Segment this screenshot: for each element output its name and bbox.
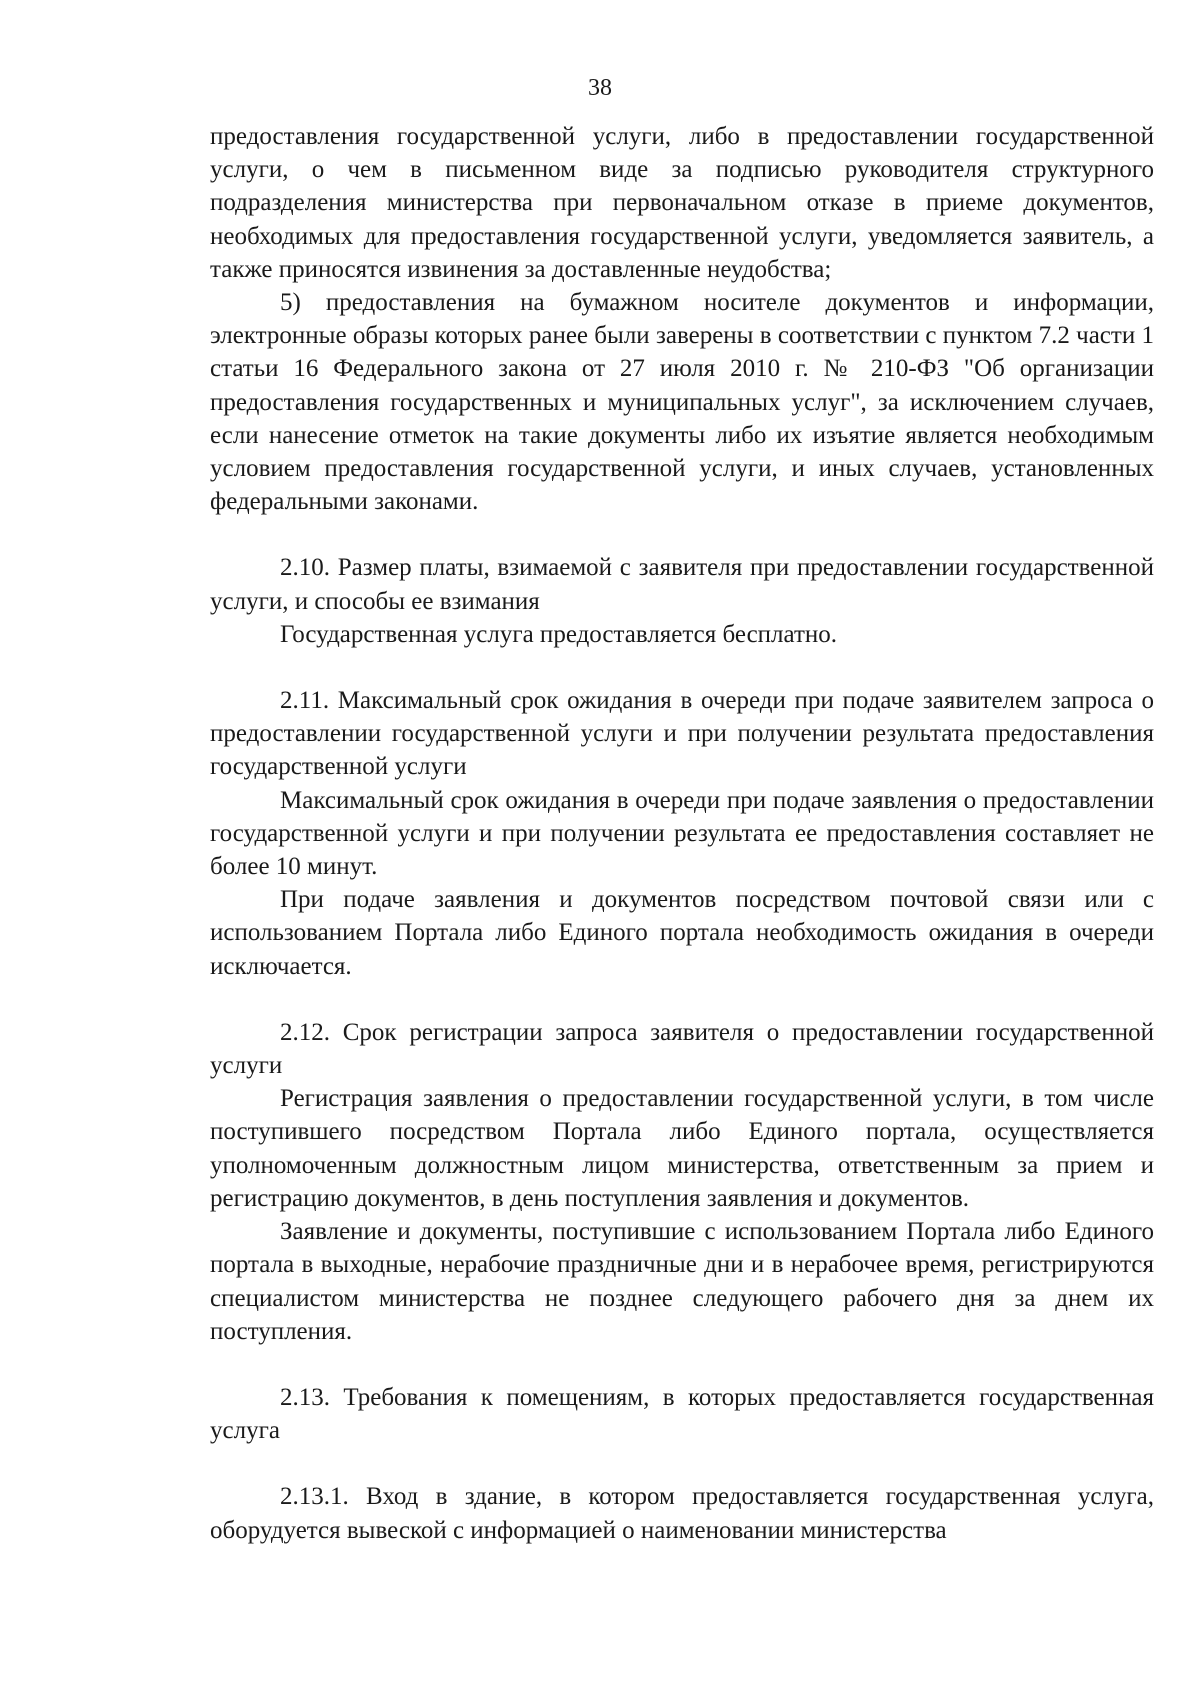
section-heading-2-12: 2.12. Срок регистрации запроса заявителя о предоставлении государственной услуги — [210, 1018, 1154, 1080]
section-2-11-text-2: При подаче заявления и документов посредством почтовой связи или с использованием Портала либо Единого портала необходимость ожидания в очереди исключается. — [210, 886, 1154, 980]
section-heading-2-10: 2.10. Размер платы, взимаемой с заявителя при предоставлении государственной услуги, и способы ее взимания — [210, 554, 1154, 615]
section-heading-2-13-1: 2.13.1. Вход в здание, в котором предоставляется государственная услуга, оборудуется вывеской с информацией о наименовании министерства — [210, 1483, 1154, 1544]
paragraph-continuation: предоставления государственной услуги, либо в предоставлении государственной услуги, о чем в письменном виде за подписью руководителя структурного подразделения министерства при первоначальном отказе в приеме документов, необходимых для предоставления государственной услуги, уведомляется заявитель, а также приносятся извинения за доставленные неудобства; — [210, 123, 1154, 283]
section-2-11-text-1: Максимальный срок ожидания в очереди при подаче заявления о предоставлении государственной услуги и при получении результата ее предоставления составляет не более 10 минут. — [210, 786, 1154, 881]
section-heading-2-11: 2.11. Максимальный срок ожидания в очереди при подаче заявителем запроса о предоставлении государственной услуги и при получении результата предоставления государственной услуги — [210, 687, 1154, 781]
page-number: 38 — [588, 75, 612, 101]
section-2-12-text-2: Заявление и документы, поступившие с использованием Портала либо Единого портала в выходные, нерабочие праздничные дни и в нерабочее время, регистрируются специалистом министерства не позднее следующего рабочего дня за днем их поступления. — [210, 1218, 1154, 1345]
list-item-5: 5) предоставления на бумажном носителе документов и информации, электронные образы которых ранее были заверены в соответствии с пунктом 7.2 части 1 статьи 16 Федерального закона от 27 июля 2010 г. № 210-ФЗ "Об организации предоставления государственных и муниципальных услуг", за исключением случаев, если нанесение отметок на такие документы либо их изъятие является необходимым условием предоставления государственной услуги, и иных случаев, установленных федеральными законами. — [210, 289, 1154, 516]
document-body — [210, 120, 1154, 1547]
section-heading-2-13: 2.13. Требования к помещениям, в которых предоставляется государственная услуга — [210, 1383, 1154, 1445]
section-2-10-text: Государственная услуга предоставляется бесплатно. — [280, 620, 838, 648]
section-2-12-text-1: Регистрация заявления о предоставлении государственной услуги, в том числе поступившего посредством Портала либо Единого портала, осуществляется уполномоченным должностным лицом министерства, ответственным за прием и регистрацию документов, в день поступления заявления и документов. — [210, 1085, 1154, 1212]
